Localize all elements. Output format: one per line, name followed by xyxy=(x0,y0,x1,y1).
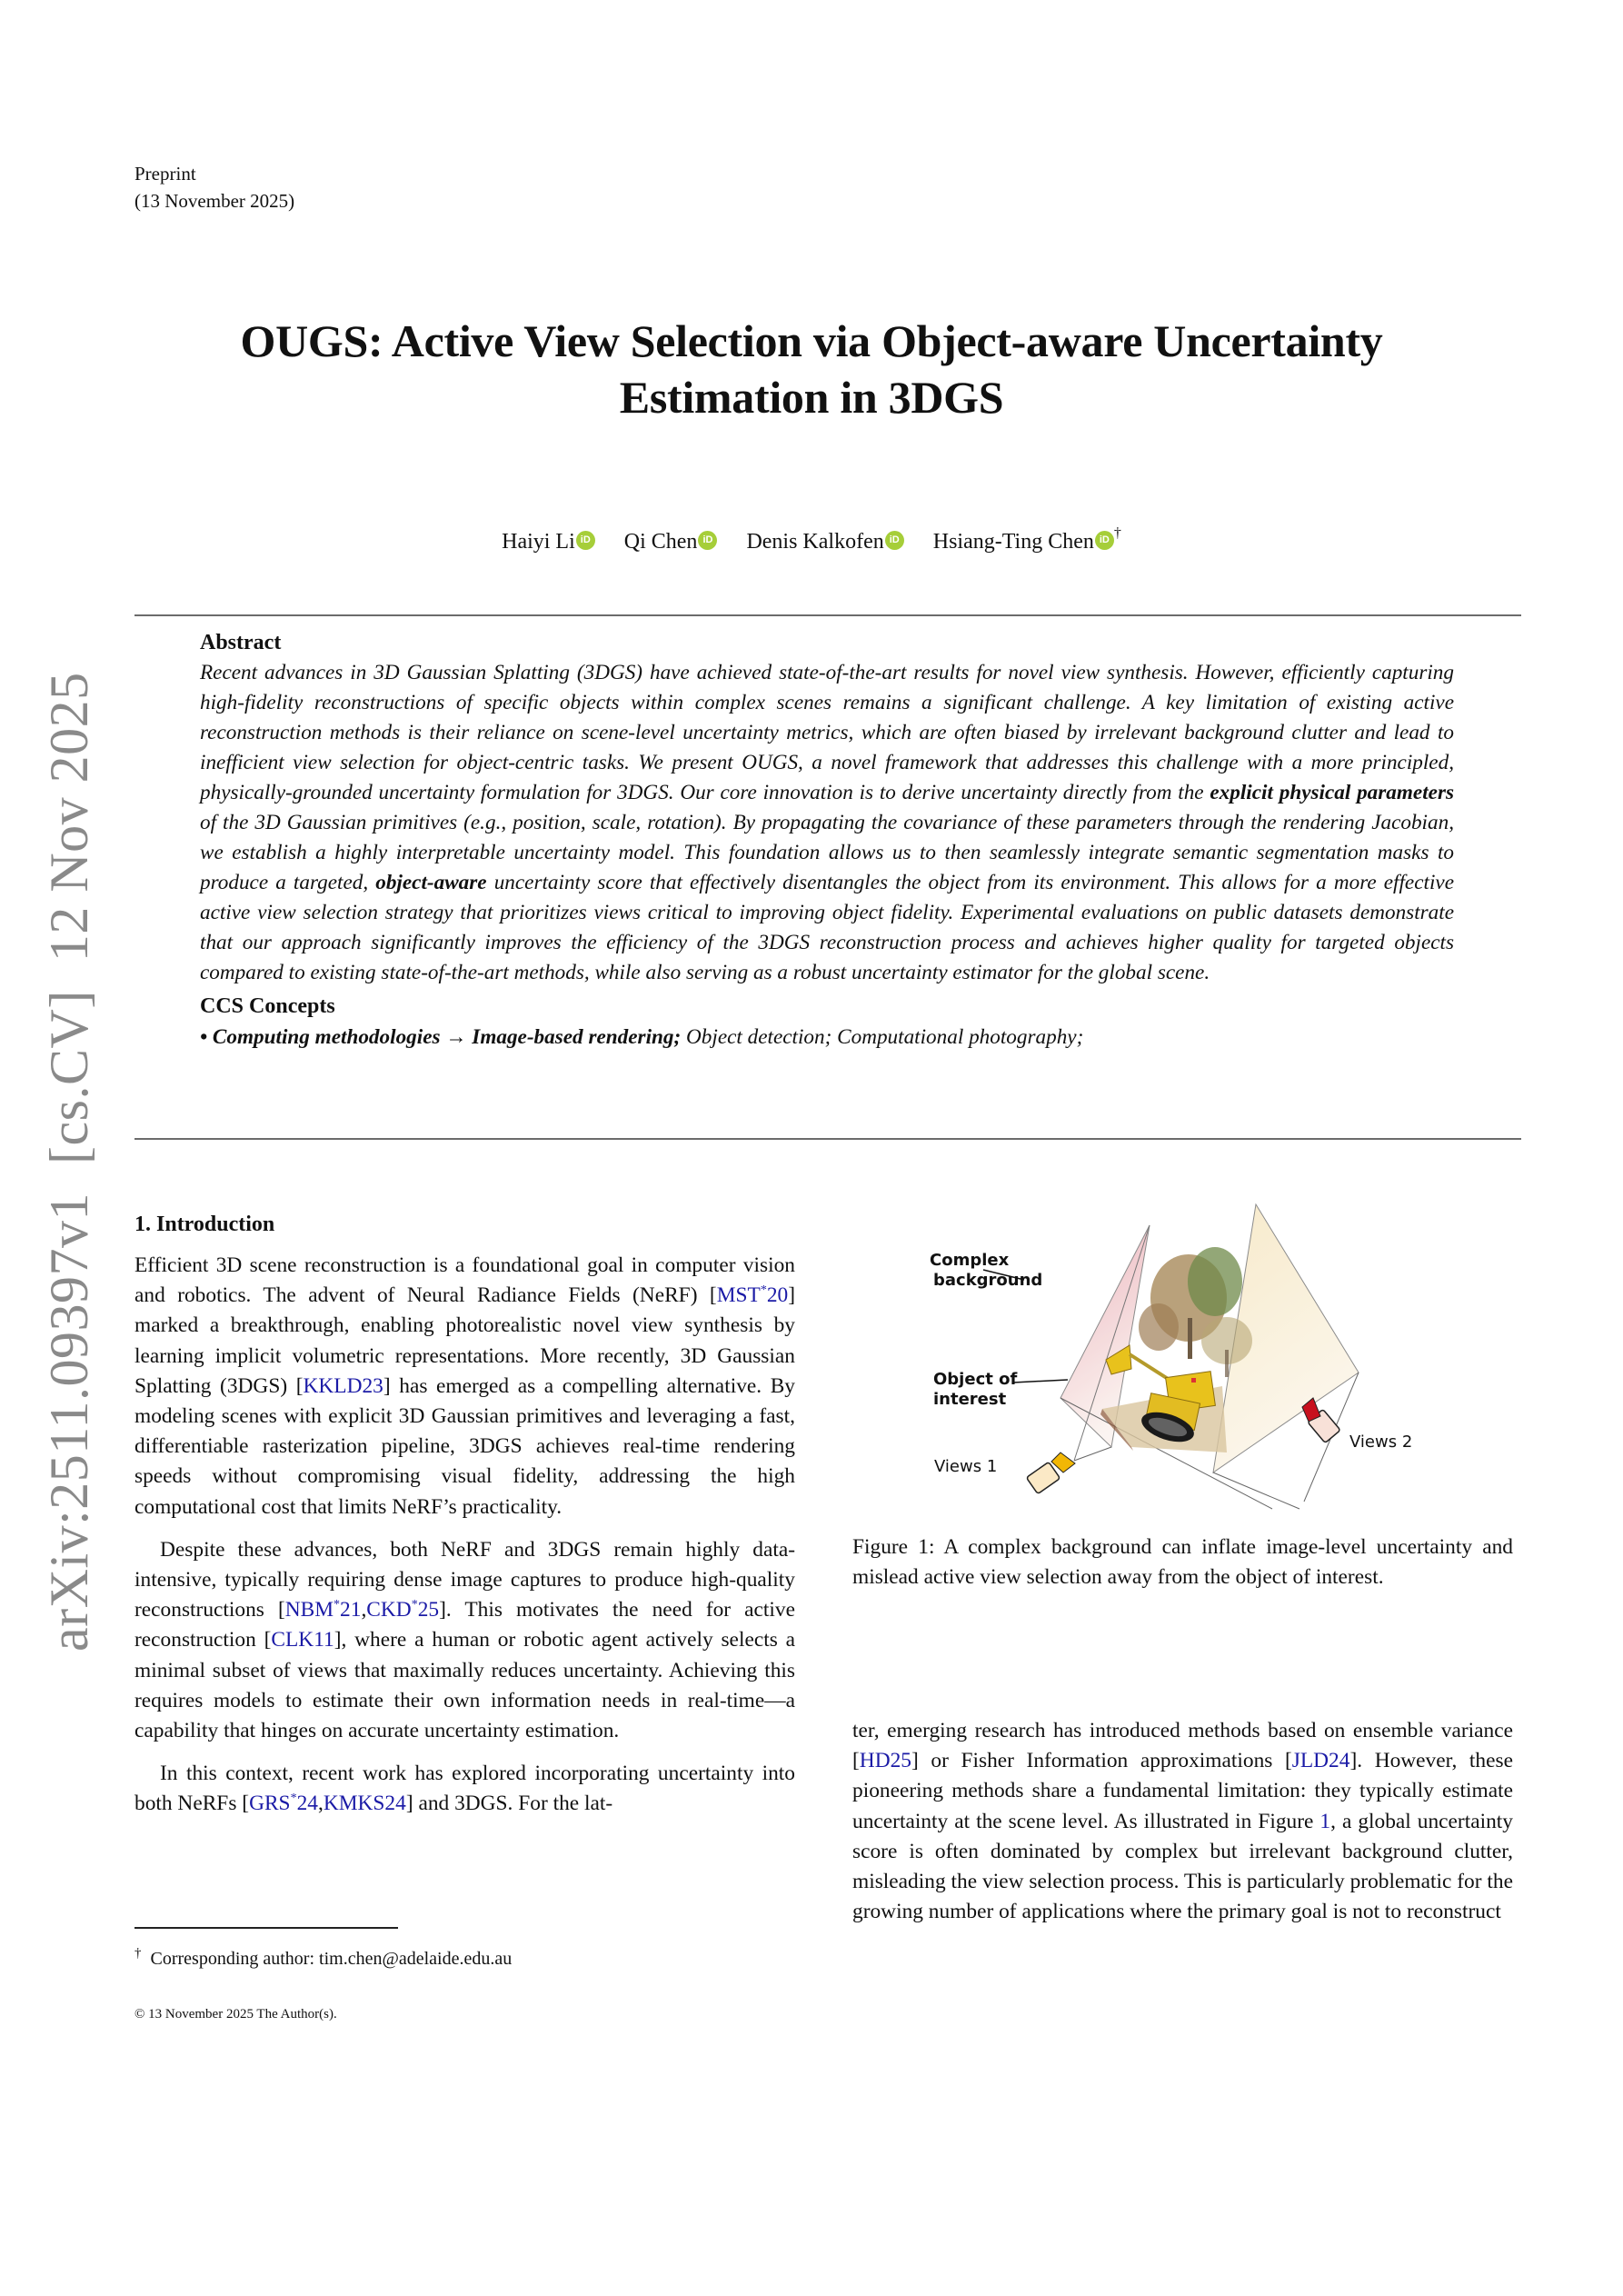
text: Despite these advances, both NeRF and 3DGS remain highly data-intensive, typically requiring dense image captures to produce high-quality reconstructions [ xyxy=(134,1537,795,1622)
label-line: Object of xyxy=(933,1370,1018,1389)
citation-text: NBM xyxy=(284,1598,334,1622)
section-heading-introduction: 1. Introduction xyxy=(134,1213,275,1236)
citation-link[interactable] xyxy=(717,1283,789,1307)
ccs-rest: Object detection; Computational photography; xyxy=(681,1025,1084,1049)
orcid-icon[interactable]: iD xyxy=(1095,531,1114,550)
orcid-icon[interactable]: iD xyxy=(885,531,904,550)
citation-sup: * xyxy=(411,1598,418,1612)
abstract-text-part: Recent advances in 3D Gaussian Splatting (3DGS) have achieved state-of-the-art results for novel view synthesis. However, efficiently capturing high-fidelity reconstructions of specific objects within complex scenes remains a significant challenge. A key limitation of existing active reconstruction methods is their reliance on scene-level uncertainty metrics, which are often biased by irrelevant background clutter and lead to inefficient view selection for object-centric tasks. We present OUGS, a novel framework that addresses this challenge with a more principled, physically-grounded uncertainty formulation for 3DGS. Our core innovation is to derive uncertainty directly from the xyxy=(200,661,1454,804)
ccs-bullet: • xyxy=(200,1025,213,1049)
author xyxy=(746,526,903,557)
text: , a global uncertainty score is often dominated by complex but irrelevant background clutter, misleading the view selection process. This is particularly problematic for the growing number of applications where the primary goal is not to reconstruct xyxy=(852,1809,1513,1924)
citation-text: GRS xyxy=(249,1792,291,1816)
citation-year: 21 xyxy=(340,1598,362,1622)
citation-sup: * xyxy=(760,1283,767,1298)
title-line-1: OUGS: Active View Selection via Object-aware Uncertainty xyxy=(240,315,1383,366)
text: ] has emerged as a compelling alternative. By modeling scenes with explicit 3D Gaussian primitives and leveraging a fast, differentiable rasterization pipeline, 3DGS achieves real-time rendering speeds without compromising visual fidelity, addressing the high computational cost that limits NeRF’s practicality. xyxy=(134,1373,795,1519)
footnote-divider xyxy=(134,1927,398,1929)
dagger-mark: † xyxy=(134,1946,142,1961)
citation-sup: * xyxy=(334,1598,341,1612)
label-views-1: Views 1 xyxy=(934,1457,998,1476)
orcid-icon[interactable]: iD xyxy=(576,531,595,550)
figure-1-caption: Figure 1: A complex background can inflate image-level uncertainty and mislead active view selection away from the object of interest. xyxy=(852,1535,1513,1590)
author xyxy=(933,518,1121,557)
copyright-notice: © 13 November 2025 The Author(s). xyxy=(134,2007,337,2021)
trees-background xyxy=(1139,1247,1252,1377)
citation-link[interactable]: HD25 xyxy=(859,1749,911,1773)
author xyxy=(624,526,718,557)
abstract-text xyxy=(200,658,1454,988)
citation-link[interactable]: KMKS24 xyxy=(323,1792,406,1816)
author-name: Hsiang-Ting Chen xyxy=(932,530,1094,554)
citation-link[interactable]: KKLD23 xyxy=(303,1373,383,1398)
title-line-2: Estimation in 3DGS xyxy=(619,372,1004,423)
label-line: interest xyxy=(933,1390,1007,1409)
camera-views-2-icon xyxy=(1302,1398,1340,1443)
left-column xyxy=(134,1209,795,1820)
label-complex-background xyxy=(930,1251,1042,1291)
author-name: Haiyi Li xyxy=(502,530,575,554)
abstract-text-part: of the 3D Gaussian primitives (e.g., position, scale, rotation). By propagating the covariance of these parameters through the rendering Jacobian, we establish a highly interpretable uncertainty model. This foundation allows us to then seamlessly integrate semantic segmentation masks to produce a targeted, xyxy=(200,811,1454,894)
citation-text: CKD xyxy=(366,1598,412,1622)
label-line: background xyxy=(933,1271,1043,1290)
text: ] marked a breakthrough, enabling photorealistic novel view synthesis by learning implicit volumetric representations. More recently, 3D Gaussian Splatting (3DGS) [ xyxy=(134,1283,795,1398)
ccs-concepts xyxy=(200,1022,1454,1053)
paragraph xyxy=(134,1535,795,1746)
ccs-primary: Computing methodologies xyxy=(212,1025,441,1049)
right-column xyxy=(852,1716,1513,1927)
abstract-emphasis: explicit physical parameters xyxy=(1210,781,1454,804)
arxiv-stamp: arXiv:2511.09397v1 [cs.CV] 12 Nov 2025 xyxy=(39,672,99,1652)
citation-year: 24 xyxy=(296,1792,318,1816)
text: ]. However, these pioneering methods share a fundamental limitation: they typically estimate uncertainty at the scene level. As illustrated in Figure xyxy=(852,1749,1513,1833)
ccs-heading: CCS Concepts xyxy=(200,994,335,1018)
abstract-section xyxy=(200,627,1454,1053)
citation-link[interactable]: JLD24 xyxy=(1291,1749,1350,1773)
text: In this context, recent work has explored incorporating uncertainty into both NeRFs [ xyxy=(134,1762,795,1816)
author-name: Qi Chen xyxy=(623,530,698,554)
pointer-line-object xyxy=(1013,1380,1068,1383)
dagger-mark: † xyxy=(1113,525,1121,541)
citation-link[interactable] xyxy=(249,1792,318,1815)
paragraph xyxy=(852,1716,1513,1927)
preprint-header xyxy=(134,160,294,215)
paragraph xyxy=(134,1251,795,1522)
spacer xyxy=(134,1522,795,1535)
top-divider xyxy=(134,614,1521,616)
orcid-icon[interactable]: iD xyxy=(698,531,717,550)
abstract-emphasis: object-aware xyxy=(375,871,487,894)
citation-link[interactable]: CLK11 xyxy=(271,1628,334,1652)
citation-year: 20 xyxy=(766,1283,789,1308)
paragraph xyxy=(134,1759,795,1819)
ccs-secondary: Image-based rendering; xyxy=(472,1025,682,1049)
citation-link[interactable] xyxy=(366,1598,439,1622)
camera-views-1-icon xyxy=(1026,1452,1075,1494)
figure-1 xyxy=(859,1200,1522,1513)
label-line: Complex xyxy=(930,1251,1010,1270)
text: ] and 3DGS. For the lat- xyxy=(405,1792,613,1816)
preprint-date: (13 November 2025) xyxy=(134,190,295,212)
label-views-2: Views 2 xyxy=(1349,1433,1413,1452)
author-list xyxy=(136,518,1487,557)
text: , xyxy=(361,1598,367,1622)
arrow-icon: → xyxy=(440,1025,473,1049)
text: ], where a human or robotic agent actively selects a minimal subset of views that maximally reduces uncertainty. Achieving this requires models to estimate their own information needs in real-time—a capability that hinges on accurate uncertainty estimation. xyxy=(134,1628,795,1743)
citation-link[interactable] xyxy=(285,1598,362,1622)
author-name: Denis Kalkofen xyxy=(746,530,884,554)
label-object-of-interest xyxy=(933,1370,1017,1410)
citation-sup: * xyxy=(290,1792,297,1806)
preprint-label: Preprint xyxy=(134,163,196,185)
spacer xyxy=(134,1746,795,1759)
footnote xyxy=(134,1941,512,1972)
paper-title xyxy=(136,313,1487,425)
citation-text: MST xyxy=(716,1283,761,1308)
abstract-text-part: uncertainty score that effectively disentangles the object from its environment. This allows for a more effective active view selection strategy that prioritizes views critical to improving object fidelity. Experimental evaluations on public datasets demonstrate that our approach significantly improves the efficiency of the 3DGS reconstruction process and achieves higher quality for targeted objects compared to existing state-of-the-art methods, while also serving as a robust uncertainty estimator for the global scene. xyxy=(200,871,1454,984)
text: ter, emerging research has introduced methods based on ensemble variance [ xyxy=(852,1719,1513,1773)
abstract-bottom-divider xyxy=(134,1138,1521,1140)
abstract-heading: Abstract xyxy=(200,631,282,654)
text: ]. This motivates the need for active reconstruction [ xyxy=(134,1598,795,1652)
text: ] or Fisher Information approximations [ xyxy=(911,1749,1292,1773)
figure-reference-link[interactable]: 1 xyxy=(1319,1809,1331,1833)
citation-year: 25 xyxy=(417,1598,440,1622)
author xyxy=(502,526,595,557)
footnote-text: Corresponding author: tim.chen@adelaide.edu.au xyxy=(150,1949,513,1969)
text: Efficient 3D scene reconstruction is a foundational goal in computer vision and robotics. The advent of Neural Radiance Fields (NeRF) [ xyxy=(134,1253,795,1308)
text: , xyxy=(317,1792,324,1816)
